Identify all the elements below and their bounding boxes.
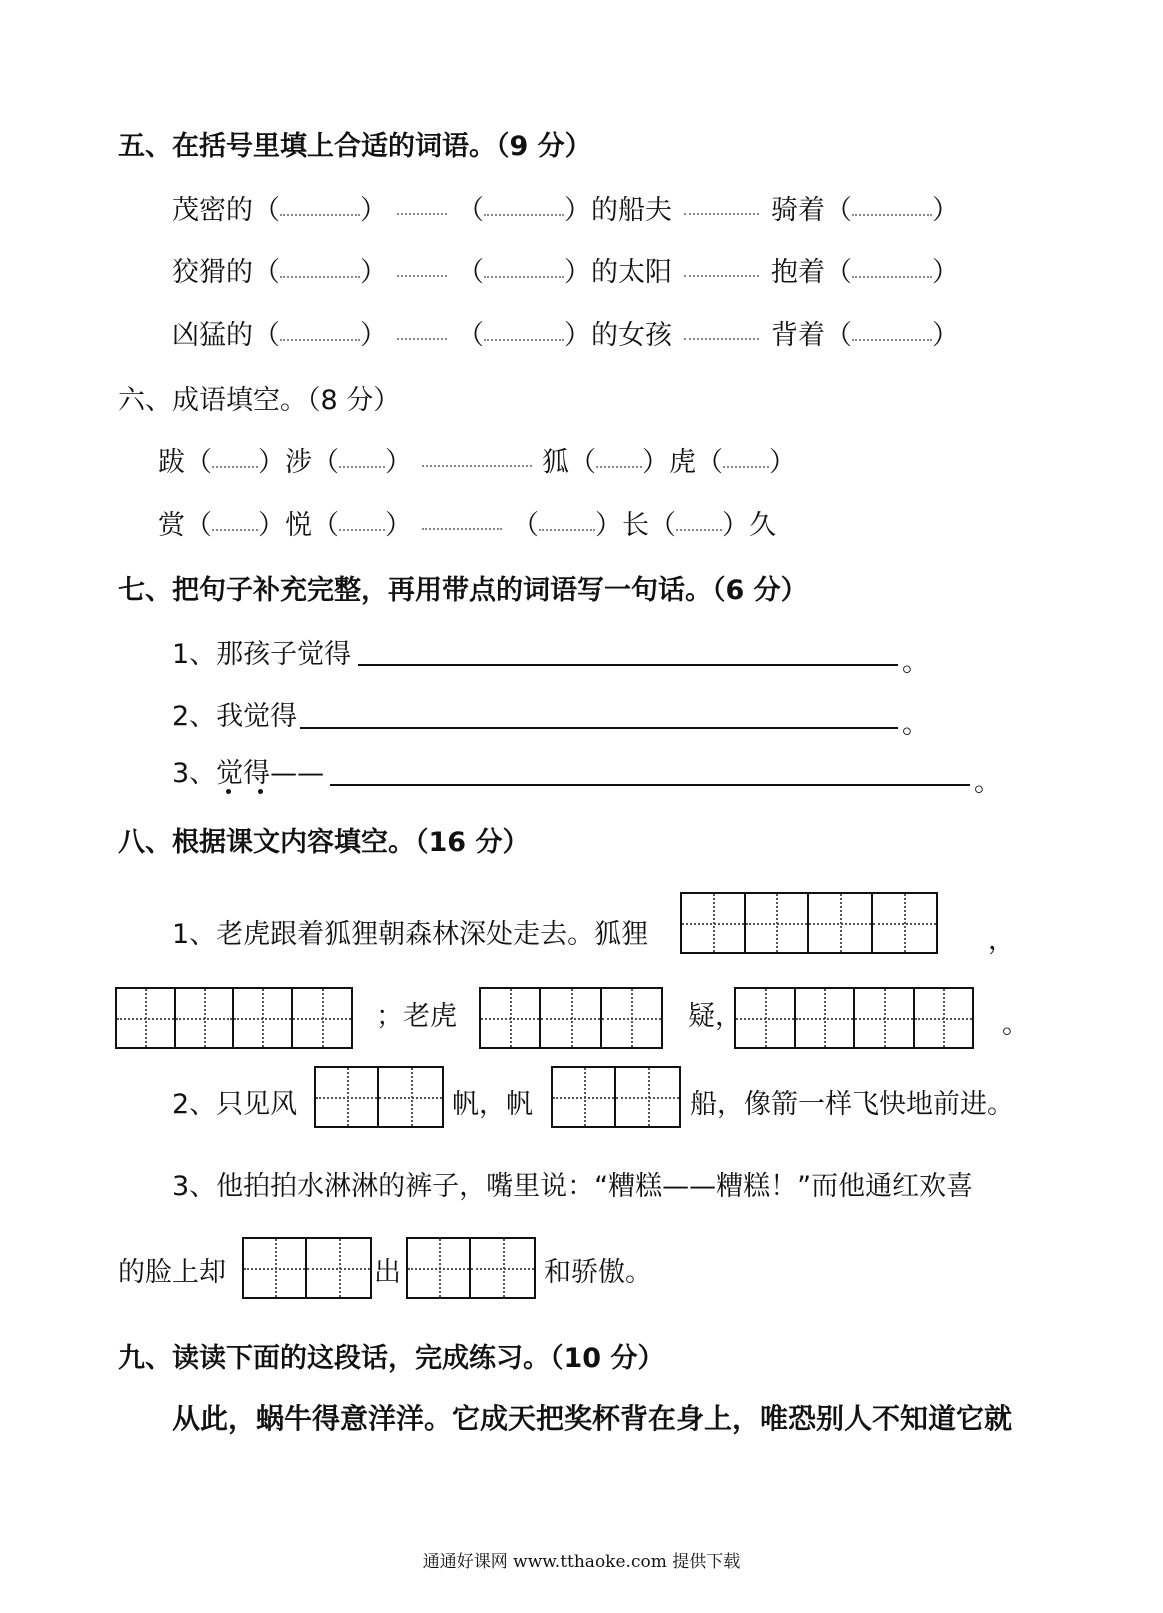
section-9-heading: 九、读读下面的这段话，完成练习。（10 分） [118,1343,665,1374]
section-8-heading: 八、根据课文内容填空。（16 分） [118,827,530,858]
row-2-word-b: 的太阳 [591,257,672,288]
answer-line-1[interactable] [358,664,898,666]
answer-line-3[interactable] [330,784,970,786]
blank[interactable] [484,333,564,341]
char-grid-2[interactable] [406,1237,536,1299]
row-1-word-b: 的船夫 [591,195,672,226]
item-3-line2-b: 出 [374,1257,401,1288]
char-grid-2[interactable] [551,1066,681,1128]
period: 。 [1002,1009,1029,1040]
period: 。 [902,709,929,740]
section-5-heading: 五、在括号里填上合适的词语。（9 分） [118,131,592,162]
idiom-char: 狐 [542,447,569,478]
sentence-item-2-label: 2、我觉得 [172,701,298,732]
idiom-row-1: 跋（ ）涉（ ） 狐（ ）虎（ ） [158,447,796,478]
char-grid-2[interactable] [242,1237,372,1299]
blank[interactable] [280,270,360,278]
idiom-char: 久 [749,510,776,541]
idiom-row-2: 赏（ ）悦（ ） （ ）长（ ）久 [158,510,776,541]
blank[interactable] [852,208,932,216]
blank[interactable] [212,460,258,468]
blank[interactable] [484,270,564,278]
idiom-char: 虎 [669,447,696,478]
blank[interactable] [676,523,722,531]
period: 。 [902,647,929,678]
item-2-rest: 船，像箭一样飞快地前进。 [690,1089,1014,1120]
emphasis-dot [226,789,231,794]
blank[interactable] [723,460,769,468]
char-grid-2[interactable] [314,1066,444,1128]
sentence-item-1-label: 1、那孩子觉得 [172,639,352,670]
period: 。 [974,767,1001,798]
blank[interactable] [852,270,932,278]
sail-label: 帆，帆 [452,1089,533,1120]
tiger-label: ；老虎 [376,1001,457,1032]
section-6-heading: 六、成语填空。（8 分） [118,385,401,416]
item-3-line2-a: 的脸上却 [118,1257,226,1288]
doubt-label: 疑， [688,1001,742,1032]
row-3-word-a: 凶猛的 [172,320,253,351]
row-1-word-c: 骑着 [771,195,825,226]
comma: ， [988,925,1015,956]
char-grid-4[interactable] [115,987,353,1049]
idiom-char: 跋 [158,447,185,478]
blank[interactable] [539,523,595,531]
blank[interactable] [852,333,932,341]
item-2-text: 2、只见风 [172,1089,298,1120]
item-3-text: 3、他拍拍水淋淋的裤子，嘴里说：“糟糕——糟糕！”而他通红欢喜 [172,1171,974,1202]
row-3-word-c: 背着 [771,320,825,351]
char-grid-4[interactable] [680,892,938,954]
sentence-item-3-label: 3、觉得—— [172,758,325,789]
fill-row-3: 凶猛的（ ） （ ）的女孩 背着（ ） [172,320,959,351]
blank[interactable] [280,208,360,216]
fill-row-2: 狡猾的（ ） （ ）的太阳 抱着（ ） [172,257,959,288]
row-2-word-c: 抱着 [771,257,825,288]
footer-source: 通通好课网 www.tthaoke.com 提供下载 [422,1552,741,1572]
idiom-char: 悦 [285,510,312,541]
char-grid-3[interactable] [479,987,663,1049]
item-1-text: 1、老虎跟着狐狸朝森林深处走去。狐狸 [172,919,649,950]
item-3-line2-c: 和骄傲。 [544,1257,652,1288]
blank[interactable] [212,523,258,531]
idiom-char: 赏 [158,510,185,541]
row-3-word-b: 的女孩 [591,320,672,351]
section-7-heading: 七、把句子补充完整，再用带点的词语写一句话。（6 分） [118,575,808,606]
row-1-word-a: 茂密的 [172,195,253,226]
blank[interactable] [339,523,385,531]
blank[interactable] [280,333,360,341]
idiom-char: 长 [622,510,649,541]
answer-line-2[interactable] [300,727,898,729]
blank[interactable] [596,460,642,468]
fill-row-1: 茂密的（ ） （ ）的船夫 骑着（ ） [172,195,959,226]
row-2-word-a: 狡猾的 [172,257,253,288]
emphasis-dot [258,789,263,794]
blank[interactable] [339,460,385,468]
blank[interactable] [484,208,564,216]
char-grid-4[interactable] [734,987,974,1049]
idiom-char: 涉 [285,447,312,478]
reading-passage: 从此，蜗牛得意洋洋。它成天把奖杯背在身上，唯恐别人不知道它就 [172,1402,1013,1435]
